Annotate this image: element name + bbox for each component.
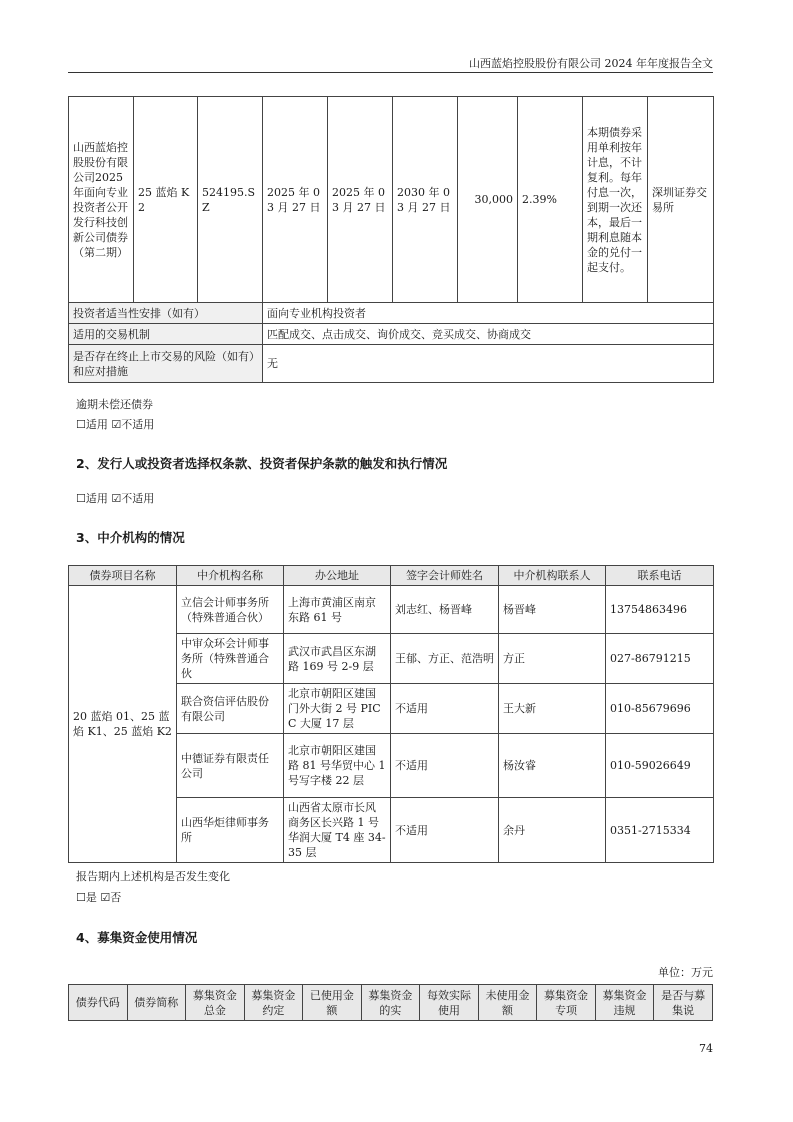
col-header: 债券简称 (127, 985, 186, 1021)
checkbox-checked-icon: ☑ (111, 492, 122, 505)
col-header: 联系电话 (606, 566, 714, 586)
contact-name: 杨晋峰 (499, 586, 606, 634)
bond-name: 山西蓝焰控股股份有限公司2025年面向专业投资者公开发行科技创新公司债券（第二期） (69, 97, 134, 303)
intermediary-table (68, 565, 714, 863)
accountant-name: 刘志红、杨晋峰 (391, 586, 499, 634)
checkbox-checked-icon: ☑ (100, 891, 111, 904)
bond-issue-date: 2025 年 03 月 27 日 (263, 97, 328, 303)
col-header: 募集资金总金 (186, 985, 245, 1021)
overdue-options (76, 416, 154, 432)
fund-usage-table (68, 984, 713, 1021)
col-header: 是否与募集说 (654, 985, 713, 1021)
unit-label: 单位：万元 (658, 966, 713, 979)
contact-name: 方正 (499, 634, 606, 684)
col-header: 中介机构联系人 (499, 566, 606, 586)
bond-row-label: 适用的交易机制 (69, 324, 263, 345)
bond-row-label: 是否存在终止上市交易的风险（如有）和应对措施 (69, 345, 263, 383)
org-address: 武汉市武昌区东湖路 169 号 2-9 层 (284, 634, 391, 684)
bond-exchange: 深圳证券交易所 (648, 97, 714, 303)
bond-rate: 2.39% (518, 97, 583, 303)
org-name: 联合资信评估股份有限公司 (177, 684, 284, 734)
bond-maturity-date: 2030 年 03 月 27 日 (393, 97, 458, 303)
phone: 010-85679696 (606, 684, 714, 734)
bond-short-name: 25 蓝焰 K2 (134, 97, 198, 303)
contact-name: 杨汝睿 (499, 734, 606, 798)
option-label: 否 (110, 891, 122, 904)
org-address: 北京市朝阳区建国路 81 号华贸中心 1 号写字楼 22 层 (284, 734, 391, 798)
contact-name: 余丹 (499, 798, 606, 863)
section3-title: 3、中介机构的情况 (76, 530, 185, 545)
col-header: 已使用金额 (303, 985, 362, 1021)
bond-info-table (68, 96, 714, 383)
change-question: 报告期内上述机构是否发生变化 (76, 870, 230, 883)
col-header: 签字会计师姓名 (391, 566, 499, 586)
bond-code: 524195.SZ (198, 97, 263, 303)
phone: 010-59026649 (606, 734, 714, 798)
option-label: 适用 (85, 418, 108, 431)
bond-row-value: 面向专业机构投资者 (263, 303, 714, 324)
overdue-title: 逾期未偿还债券 (76, 398, 153, 411)
phone: 027-86791215 (606, 634, 714, 684)
col-header: 办公地址 (284, 566, 391, 586)
section2-title: 2、发行人或投资者选择权条款、投资者保护条款的触发和执行情况 (76, 456, 448, 471)
col-header: 每效实际使用 (420, 985, 479, 1021)
col-header: 募集资金的实 (361, 985, 420, 1021)
phone: 13754863496 (606, 586, 714, 634)
org-address: 北京市朝阳区建国门外大街 2 号 PICC 大厦 17 层 (284, 684, 391, 734)
accountant-name: 不适用 (391, 684, 499, 734)
contact-name: 王大新 (499, 684, 606, 734)
bond-row-label: 投资者适当性安排（如有） (69, 303, 263, 324)
bond-row-value: 无 (263, 345, 714, 383)
col-header: 债券项目名称 (69, 566, 177, 586)
project-name: 20 蓝焰 01、25 蓝焰 K1、25 蓝焰 K2 (69, 586, 177, 863)
phone: 0351-2715334 (606, 798, 714, 863)
col-header: 未使用金额 (478, 985, 537, 1021)
bond-value-date: 2025 年 03 月 27 日 (328, 97, 393, 303)
org-address: 上海市黄浦区南京东路 61 号 (284, 586, 391, 634)
col-header: 募集资金约定 (244, 985, 303, 1021)
col-header: 募集资金专项 (537, 985, 596, 1021)
bond-balance: 30,000 (458, 97, 518, 303)
report-title: 山西蓝焰控股股份有限公司 2024 年年度报告全文 (469, 57, 713, 70)
page-header (68, 52, 713, 73)
option-label: 适用 (85, 492, 108, 505)
option-label: 不适用 (121, 492, 155, 505)
col-header: 债券代码 (69, 985, 128, 1021)
col-header: 募集资金违规 (595, 985, 654, 1021)
bond-row-value: 匹配成交、点击成交、询价成交、竞买成交、协商成交 (263, 324, 714, 345)
change-options (76, 889, 121, 905)
option-label: 是 (85, 891, 97, 904)
checkbox-empty-icon: ☐ (76, 418, 86, 431)
org-address: 山西省太原市长风商务区长兴路 1 号华润大厦 T4 座 34-35 层 (284, 798, 391, 863)
checkbox-checked-icon: ☑ (111, 418, 122, 431)
bond-repayment: 本期债券采用单利按年计息，不计复利。每年付息一次，到期一次还本，最后一期利息随本金的兑付一起支付。 (583, 97, 648, 303)
checkbox-empty-icon: ☐ (76, 891, 86, 904)
page-number: 74 (699, 1042, 713, 1055)
option-label: 不适用 (121, 418, 155, 431)
checkbox-empty-icon: ☐ (76, 492, 86, 505)
table-row (69, 586, 714, 634)
org-name: 山西华炬律师事务所 (177, 798, 284, 863)
section4-title: 4、募集资金使用情况 (76, 930, 198, 945)
section2-options (76, 490, 154, 506)
accountant-name: 王郁、方正、范浩明 (391, 634, 499, 684)
org-name: 立信会计师事务所（特殊普通合伙） (177, 586, 284, 634)
accountant-name: 不适用 (391, 734, 499, 798)
accountant-name: 不适用 (391, 798, 499, 863)
col-header: 中介机构名称 (177, 566, 284, 586)
org-name: 中审众环会计师事务所（特殊普通合伙 (177, 634, 284, 684)
org-name: 中德证券有限责任公司 (177, 734, 284, 798)
